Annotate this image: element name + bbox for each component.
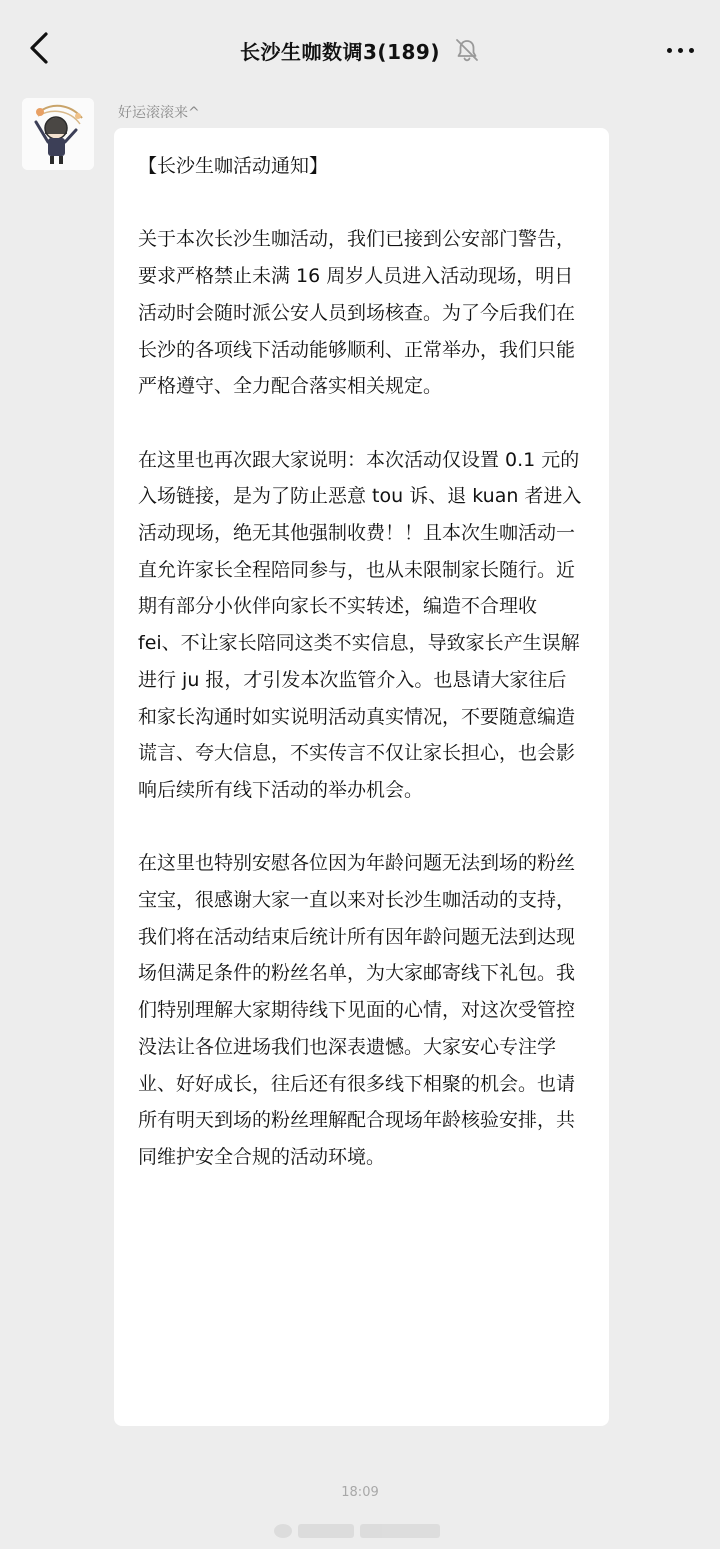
more-dot <box>678 48 683 53</box>
more-dot <box>689 48 694 53</box>
sender-name: 好运滚滚来^ <box>118 105 200 121</box>
message-paragraph: 在这里也再次跟大家说明：本次活动仅设置 0.1 元的入场链接，是为了防止恶意 tou 诉、退 kuan 者进入活动现场，绝无其他强制收费！！且本次生咖活动一直允许家长全程陪同参与，也从未限制家长随行。近期有部分小伙伴向家长不实转述，编造不合理收 fei、不让家长陪同这类不实信息，导致家长产生误解进行 ju 报，才引发本次监管介入。也恳请大家往后和家长沟通时如实说明活动真实情况，不要随意编造谎言、夸大信息，不实传言不仅让家长担心，也会影响后续所有线下活动的举办机会。 <box>138 448 582 801</box>
message-paragraph: 【长沙生咖活动通知】 <box>138 155 329 177</box>
watermark-text-block <box>360 1524 440 1538</box>
message-paragraph: 关于本次长沙生咖活动，我们已接到公安部门警告，要求严格禁止未满 16 周岁人员进入活动现场，明日活动时会随时派公安人员到场核查。为了今后我们在长沙的各项线下活动能够顺利、正常举办，我们只能严格遵守、全力配合落实相关规定。 <box>138 228 576 398</box>
watermark-text-block <box>298 1524 354 1538</box>
more-dot <box>667 48 672 53</box>
chat-header <box>0 0 720 96</box>
chat-title: 长沙生咖数调3(189) <box>240 39 440 64</box>
watermark-logo <box>274 1524 292 1538</box>
chat-title-group <box>0 30 720 70</box>
message-paragraph: 在这里也特别安慰各位因为年龄问题无法到场的粉丝宝宝，很感谢大家一直以来对长沙生咖活动的支持，我们将在活动结束后统计所有因年龄问题无法到达现场但满足条件的粉丝名单，为大家邮寄线下礼包。我们特别理解大家期待线下见面的心情，对这次受管控没法让各位进场我们也深表遗憾。大家安心专注学业、好好成长，往后还有很多线下相聚的机会。也请所有明天到场的粉丝理解配合现场年龄核验安排，共同维护安全合规的活动环境。 <box>138 852 576 1168</box>
avatar-icon <box>22 98 94 170</box>
message-timestamp: 18:09 <box>341 1485 379 1500</box>
sender-avatar[interactable] <box>22 98 94 170</box>
muted-bell-icon <box>454 37 480 63</box>
more-options-button[interactable] <box>658 30 702 70</box>
message-bubble[interactable] <box>114 128 609 1426</box>
watermark <box>274 1519 452 1543</box>
message-text <box>138 148 585 1176</box>
